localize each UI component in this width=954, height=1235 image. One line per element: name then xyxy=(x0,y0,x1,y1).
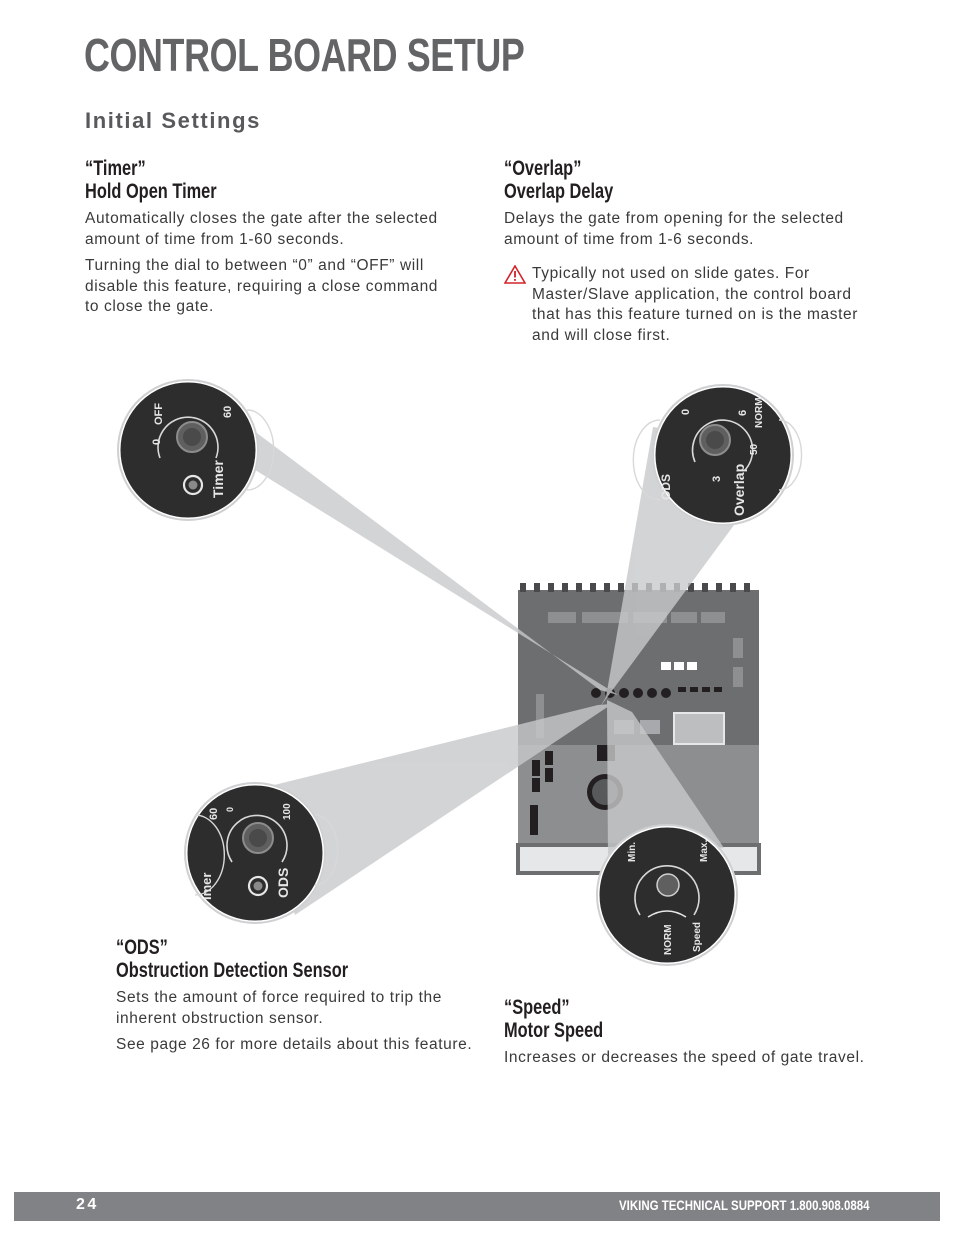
overlap-heading-name: Overlap Delay xyxy=(504,180,614,203)
overlap-heading-quote: “Overlap” xyxy=(504,157,582,180)
speed-dial-min: Min. xyxy=(627,842,638,862)
overlap-dial-ods: ODS xyxy=(659,473,673,500)
section-title: Initial Settings xyxy=(85,108,261,133)
speed-dial-max: Max. xyxy=(699,839,710,862)
overlap-dial-three: 3 xyxy=(711,475,723,482)
timer-dial xyxy=(118,380,274,520)
support-line: VIKING TECHNICAL SUPPORT 1.800.908.0884 xyxy=(619,1197,870,1213)
speed-heading-quote: “Speed” xyxy=(504,996,570,1019)
ods-paragraph-1: Sets the amount of force required to trip the inherent obstruction sensor. xyxy=(116,989,442,1027)
ods-dial-sixty: 60 xyxy=(208,807,220,820)
ods-dial-max: 100 xyxy=(282,803,293,820)
timer-dial-label: Timer xyxy=(210,460,226,498)
speed-paragraph-1: Increases or decreases the speed of gate travel. xyxy=(504,1049,865,1066)
overlap-dial-fifty: 50 xyxy=(749,443,760,455)
speed-dial xyxy=(597,825,737,965)
ods-dial-zero: 0 xyxy=(225,806,235,812)
speed-dial-label: Speed xyxy=(692,921,703,952)
ods-description xyxy=(116,936,486,1056)
timer-paragraph-1: Automatically closes the gate after the selected amount of time from 1-60 seconds. xyxy=(85,210,438,248)
ods-heading-quote: “ODS” xyxy=(116,936,168,959)
ods-heading-name: Obstruction Detection Sensor xyxy=(116,959,349,982)
overlap-dial-norm: NORM xyxy=(754,397,765,428)
overlap-paragraph-1: Delays the gate from opening for the selected amount of time from 1-6 seconds. xyxy=(504,210,844,248)
timer-heading-quote: “Timer” xyxy=(85,157,146,180)
overlap-warning-text: Typically not used on slide gates. For Master/Slave application, the control board that has this feature turned on is the master and will close first. xyxy=(532,265,858,344)
ods-dial-timer-fragment: imer xyxy=(199,872,214,900)
ods-paragraph-2: See page 26 for more details about this feature. xyxy=(116,1036,473,1053)
timer-dial-max: 60 xyxy=(222,405,234,418)
speed-dial-norm: NORM xyxy=(663,924,674,955)
speed-description xyxy=(504,996,874,1069)
timer-heading-name: Hold Open Timer xyxy=(85,180,217,203)
speed-heading-name: Motor Speed xyxy=(504,1019,604,1042)
timer-dial-zero: 0 xyxy=(151,438,163,445)
timer-paragraph-2: Turning the dial to between “0” and “OFF” will disable this feature, requiring a close command to close the gate. xyxy=(85,257,439,315)
timer-dial-off: OFF xyxy=(153,403,165,425)
overlap-dial-label: Overlap xyxy=(731,463,747,516)
page-title: CONTROL BOARD SETUP xyxy=(84,29,525,81)
overlap-dial-max: 6 xyxy=(737,409,749,416)
ods-dial-label: ODS xyxy=(275,867,291,898)
overlap-dial-zero: 0 xyxy=(680,408,692,415)
page-number: 24 xyxy=(76,1196,99,1213)
